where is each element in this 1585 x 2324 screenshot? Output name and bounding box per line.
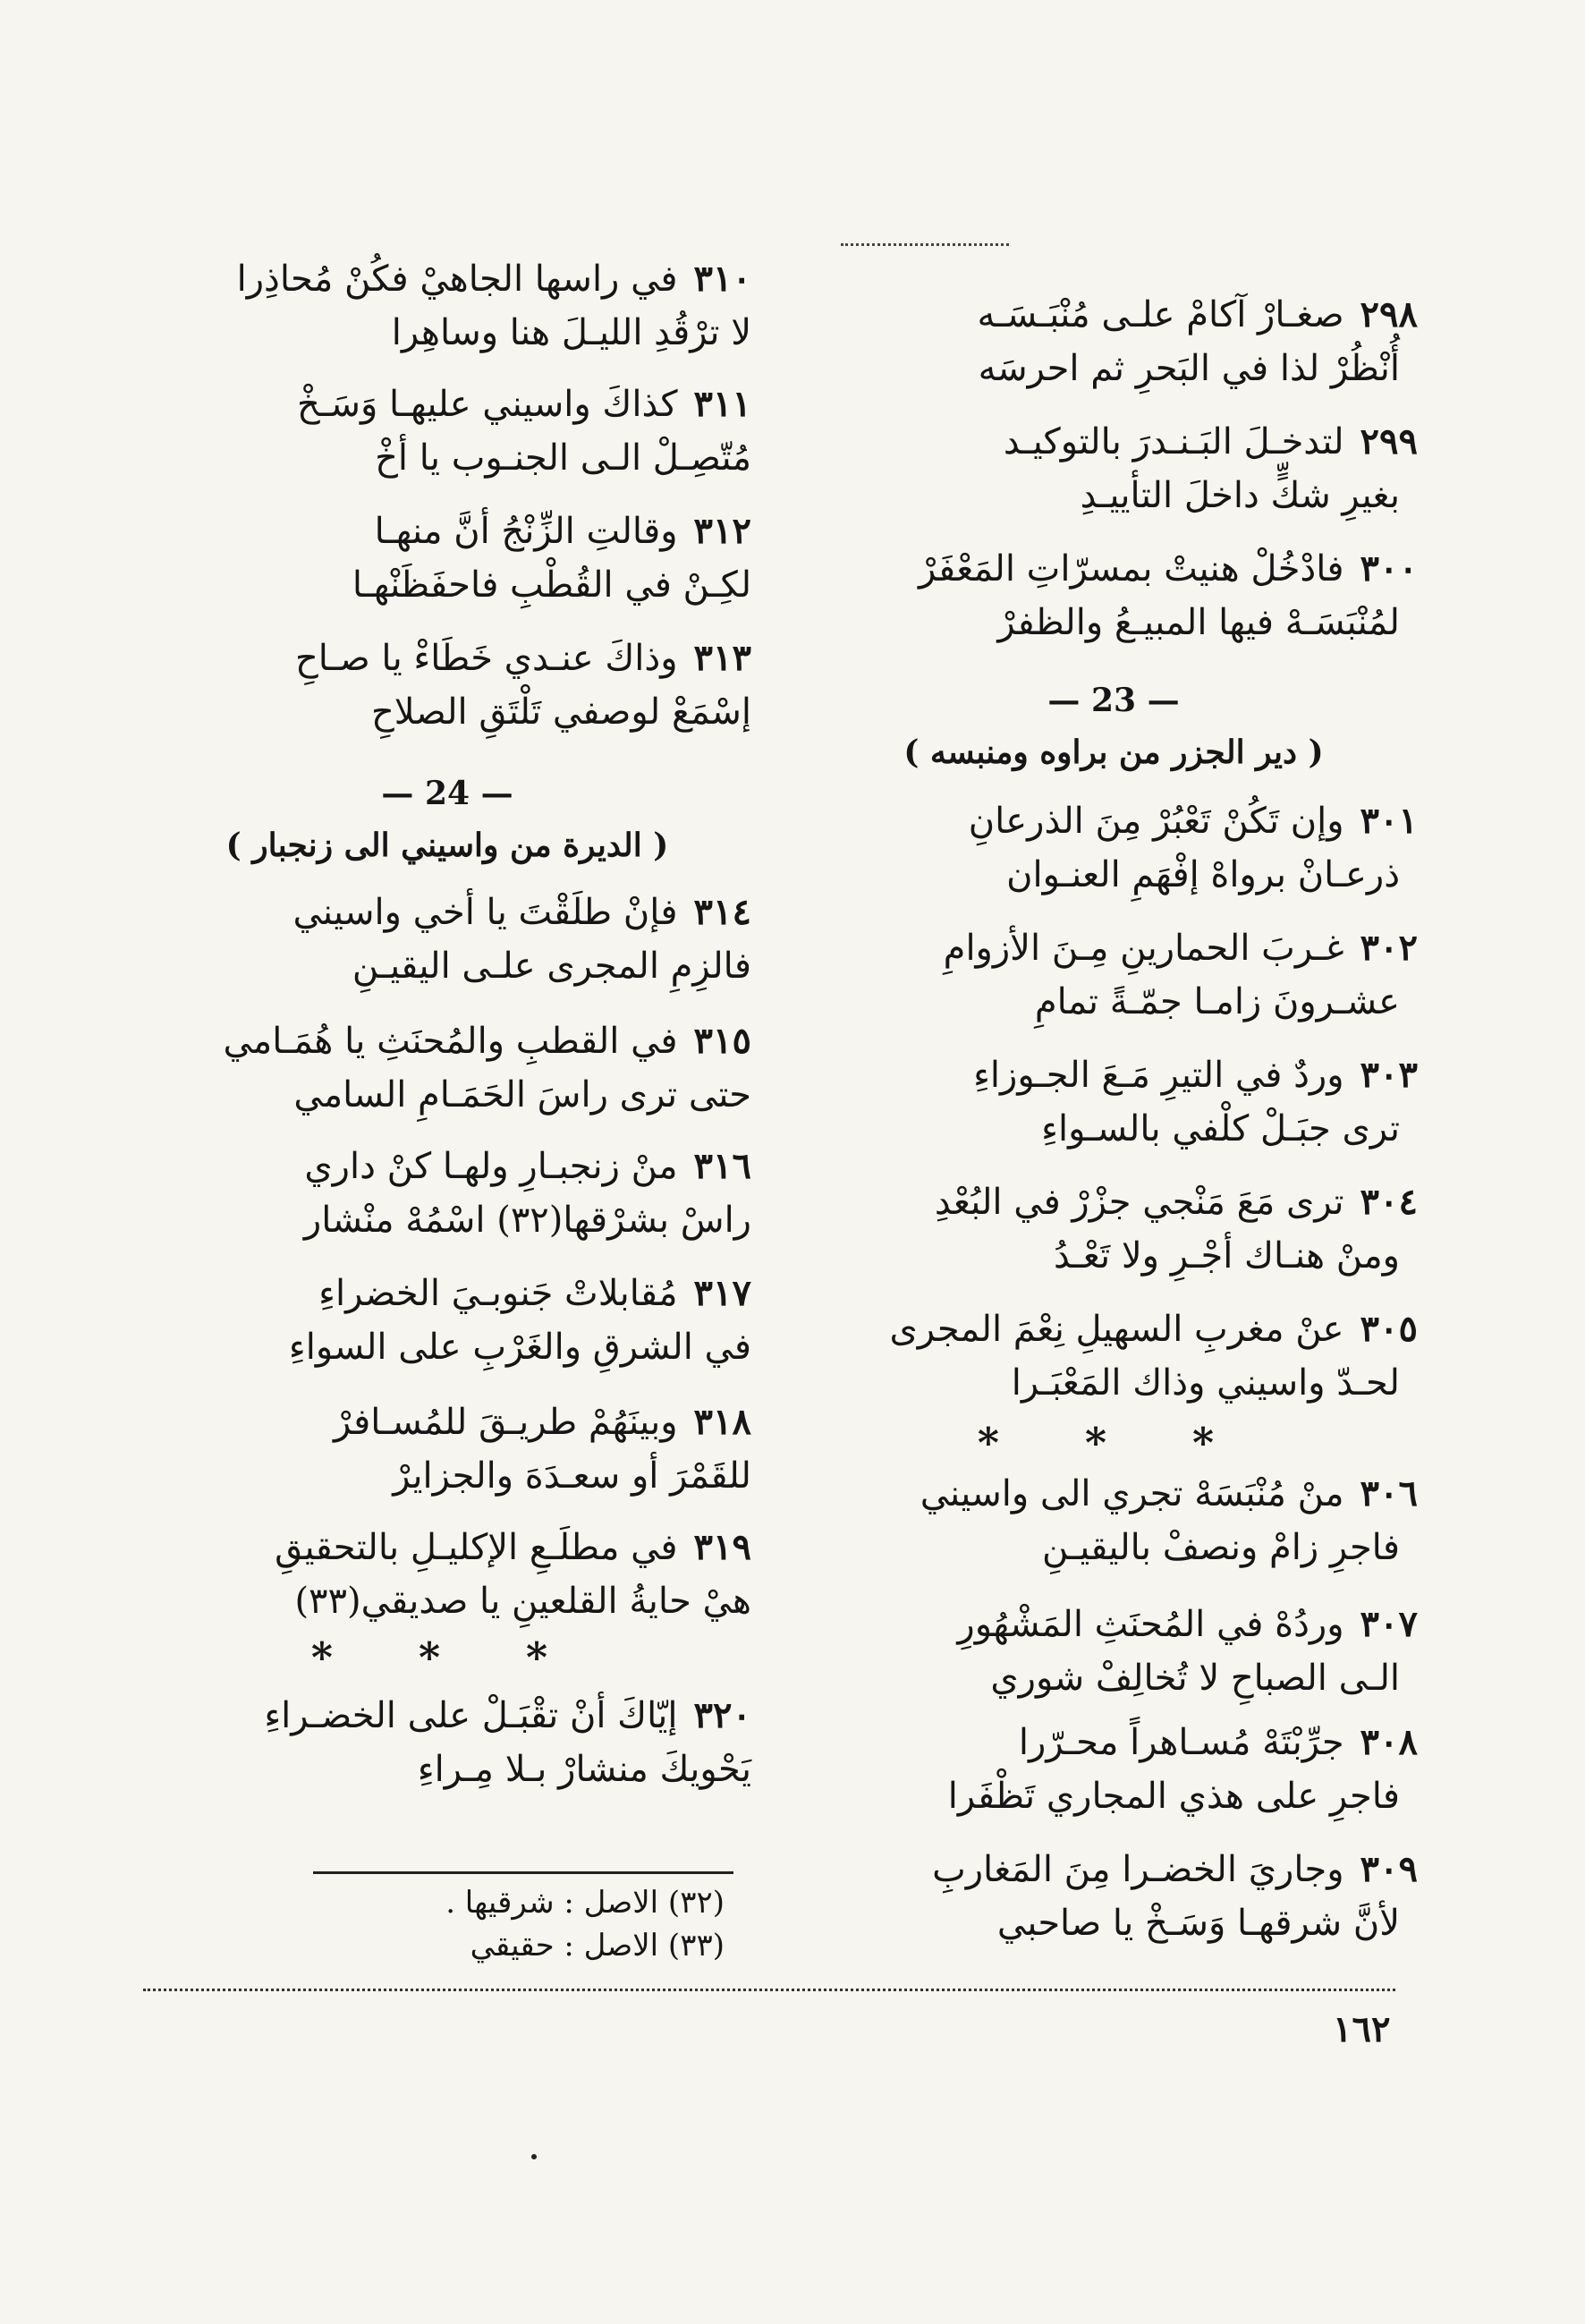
verse-303	[809, 1048, 1418, 1156]
verse-315	[143, 1014, 751, 1122]
verse-line2: لا ترْقُدِ الليـلَ هنا وساهِرا	[391, 312, 751, 353]
verse-line1: وردُهْ في المُحنَثِ المَشْهُورِ	[957, 1604, 1344, 1645]
verse-number: ٣٠٩	[1360, 1848, 1418, 1890]
verse-number: ٢٩٩	[1360, 420, 1418, 462]
verse-number: ٣٠٢	[1360, 927, 1418, 969]
verse-line2: مُتّصِـلْ الـى الجنـوب يا أخْ	[375, 437, 751, 479]
verse-number: ٣٠٣	[1360, 1054, 1418, 1096]
verse-number: ٣١٩	[693, 1526, 751, 1568]
section-number-23: — 23 —	[1047, 682, 1180, 719]
verse-number: ٣١٥	[693, 1020, 751, 1062]
verse-number: ٣١٣	[693, 637, 751, 679]
verse-line1: ترى مَعَ مَنْجي جزْرْ في البُعْدِ	[934, 1182, 1344, 1223]
verse-line1: في راسها الجاهيْ فكُنْ مُحاذِرا	[236, 259, 678, 300]
footnote-33: (٣٣) الاصل : حقيقي	[470, 1928, 725, 1964]
verse-302	[809, 921, 1418, 1029]
verse-line2: لكِـنْ في القُطْبِ فاحفَظَنْهـا	[352, 564, 751, 606]
verse-number: ٣١٠	[693, 258, 751, 300]
verse-number: ٣١٢	[693, 510, 751, 552]
verse-number: ٣١٨	[693, 1401, 751, 1443]
verse-305	[809, 1302, 1418, 1410]
section-number-24: — 24 —	[381, 775, 513, 812]
verse-number: ٢٩٨	[1360, 293, 1418, 335]
page-number: ١٦٢	[1333, 2008, 1391, 2050]
verse-number: ٣٢٠	[693, 1694, 751, 1736]
verse-number: ٣٠٤	[1360, 1181, 1418, 1223]
verse-line1: لتدخـلَ البَـنـدرَ بالتوكيـد	[1003, 421, 1344, 462]
verse-317	[143, 1267, 751, 1374]
verse-line1: عنْ مغربِ السهيلِ نِعْمَ المجرى	[889, 1309, 1344, 1350]
verse-line1: وإن تَكُنْ تَعْبُرْ مِنَ الذرعانِ	[968, 801, 1344, 842]
verse-line1: كذاكَ واسيني عليهـا وَسَـخْ	[296, 384, 678, 425]
verse-309	[809, 1843, 1418, 1950]
verse-line2: ومنْ هنـاك أجْـرِ ولا تَعْـدُ	[1054, 1235, 1400, 1277]
verse-311	[143, 377, 751, 485]
verse-299	[809, 415, 1418, 522]
verse-314	[143, 886, 751, 993]
top-dotted-rule	[841, 243, 1009, 246]
verse-line1: صغـارْ آكامْ علـى مُنْبَـسَـه	[977, 294, 1344, 335]
verse-line2: بغيرِ شكٍّ داخلَ التأييـدِ	[1080, 475, 1400, 516]
verse-306	[809, 1467, 1418, 1574]
stars-divider: * * *	[977, 1419, 1250, 1467]
verse-308	[809, 1716, 1418, 1823]
stars-divider: * * *	[310, 1633, 584, 1682]
ink-speck	[531, 2154, 537, 2159]
verse-313	[143, 632, 751, 739]
verse-307	[809, 1598, 1418, 1705]
verse-line1: وبينَهُمْ طريـقَ للمُسـافرْ	[334, 1402, 678, 1443]
verse-319	[143, 1521, 751, 1628]
verse-318	[143, 1395, 751, 1503]
verse-number: ٣١٦	[693, 1145, 751, 1187]
verse-304	[809, 1175, 1418, 1283]
verse-line2: يَحْويكَ منشارْ بـلا مِـراءِ	[417, 1749, 751, 1790]
verse-298	[809, 288, 1418, 395]
verse-310	[143, 252, 751, 360]
verse-number: ٣٠٦	[1360, 1472, 1418, 1514]
verse-line1: منْ مُنْبَسَهْ تجري الى واسيني	[920, 1473, 1344, 1514]
verse-number: ٣٠١	[1360, 800, 1418, 842]
verse-line2: هيْ حايةُ القلعينِ يا صديقي(٣٣)	[294, 1581, 751, 1622]
verse-number: ٣١٤	[693, 891, 751, 933]
section-title-23: ( دير الجزر من براوه ومنبسه )	[903, 734, 1324, 771]
verse-300	[809, 542, 1418, 649]
verse-312	[143, 505, 751, 612]
verse-number: ٣١١	[693, 383, 751, 425]
verse-line1: فإنْ طلَقْتَ يا أخي واسيني	[292, 892, 678, 933]
verse-301	[809, 794, 1418, 902]
verse-line2: لحـدّ واسيني وذاك المَعْبَـرا	[1011, 1362, 1400, 1404]
verse-line1: غـربَ الحمارينِ مِـنَ الأزوامِ	[943, 928, 1344, 969]
verse-number: ٣٠٧	[1360, 1603, 1418, 1645]
verse-line1: فادْخُلْ هنيتْ بمسرّاتِ المَعْفَرْ	[918, 548, 1344, 589]
verse-line2: الـى الصباحِ لا تُخالِفْ شوري	[990, 1658, 1400, 1699]
verse-316	[143, 1140, 751, 1247]
verse-line2: للقَمْرَ أو سعـدَهَ والجزايرْ	[393, 1455, 751, 1497]
verse-line2: حتى ترى راسَ الحَمَـامِ السامي	[293, 1074, 751, 1115]
verse-line1: جرِّبْتَهْ مُسـاهراً محـرّرا	[1018, 1722, 1344, 1763]
verse-line1: إيّاكَ أنْ تقْبَـلْ على الخضـراءِ	[264, 1695, 678, 1736]
verse-number: ٣٠٨	[1360, 1721, 1418, 1763]
verse-line1: وجاريَ الخضـرا مِنَ المَغاربِ	[932, 1849, 1344, 1890]
verse-number: ٣٠٥	[1360, 1308, 1418, 1350]
verse-line2: راسْ بشرْقها(٣٢) اسْمُهْ منْشار	[303, 1200, 751, 1241]
verse-line1: في القطبِ والمُحنَثِ يا هُمَـامي	[223, 1021, 678, 1062]
verse-line2: فاجرِ زامْ ونصفْ باليقيـنِ	[1041, 1527, 1400, 1568]
verse-line1: في مطلَـعِ الإكليـلِ بالتحقيقِ	[275, 1527, 678, 1568]
footnote-rule	[313, 1871, 733, 1874]
section-title-24: ( الديرة من واسيني الى زنجبار )	[225, 827, 669, 864]
verse-line1: وردٌ في التيرِ مَـعَ الجـوزاءِ	[973, 1055, 1344, 1096]
bottom-dotted-rule	[143, 1989, 1395, 1991]
verse-line1: وقالتِ الزِّنْجُ أنَّ منهـا	[374, 511, 678, 552]
verse-line2: لأنَّ شرقهـا وَسَـخْ يا صاحبي	[996, 1903, 1400, 1944]
verse-line1: مُقابلاتْ جَنوبـيَ الخضراءِ	[318, 1273, 678, 1314]
verse-number: ٣١٧	[693, 1272, 751, 1314]
verse-line1: منْ زنجبـارِ ولهـا كنْ داري	[304, 1146, 678, 1187]
verse-line2: عشـرونَ زامـا جمّـةً تمامِ	[1034, 981, 1400, 1022]
verse-320	[143, 1689, 751, 1796]
verse-line2: إسْمَعْ لوصفي تَلْتَقِ الصلاحِ	[370, 691, 751, 733]
footnote-32: (٣٢) الاصل : شرقيها .	[445, 1885, 725, 1921]
verse-line2: أُنْظُرْ لذا في البَحرِ ثم احرسَه	[978, 348, 1400, 389]
verse-line2: فالزِمِ المجرى علـى اليقيـنِ	[352, 946, 751, 987]
verse-number: ٣٠٠	[1360, 547, 1418, 589]
verse-line2: لمُنْبَسَـهْ فيها المبيـعُ والظفرْ	[997, 602, 1400, 643]
verse-line2: في الشرقِ والغَرْبِ على السواءِ	[288, 1327, 751, 1368]
verse-line2: ذرعـانْ برواهْ إفْهَمِ العنـوان	[1006, 854, 1400, 895]
verse-line2: فاجرِ على هذي المجاري تَظْفَرا	[947, 1776, 1400, 1817]
verse-line2: ترى جبَـلْ كلْفي بالسـواءِ	[1041, 1108, 1400, 1149]
verse-line1: وذاكَ عنـدي خَطَاءْ يا صـاحِ	[294, 638, 678, 679]
